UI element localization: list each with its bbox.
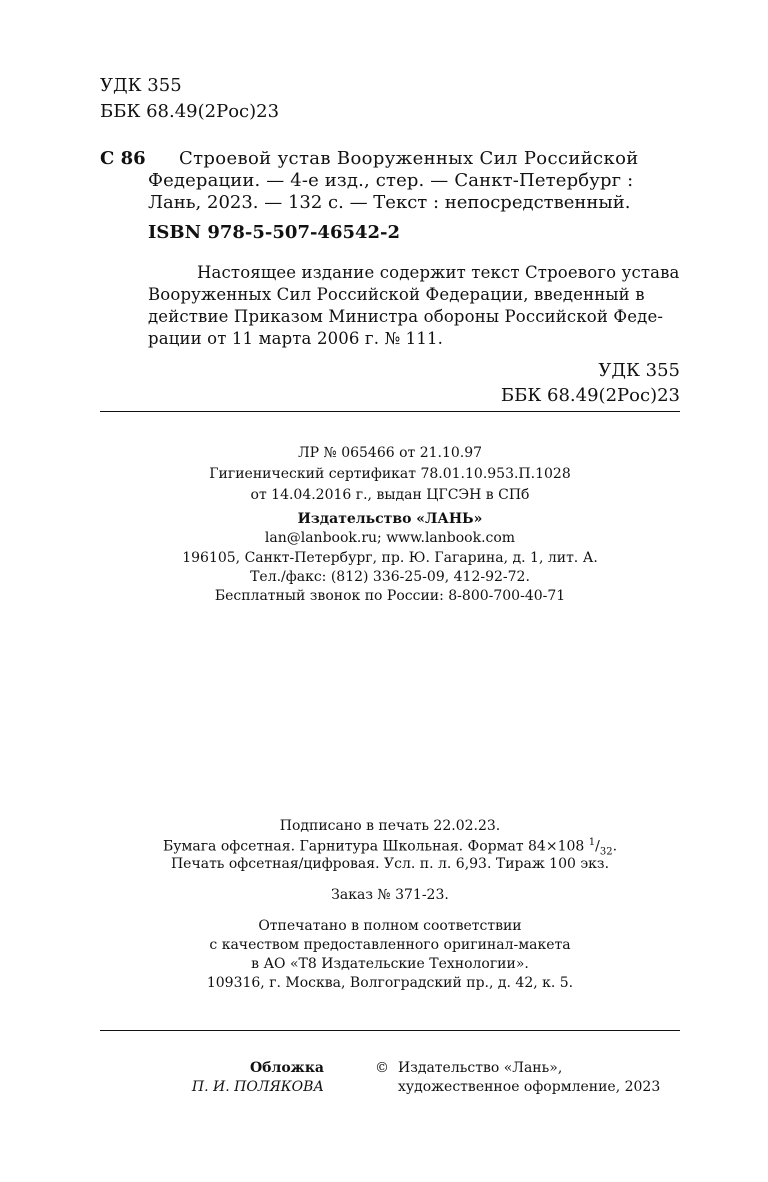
publisher-name: Издательство «ЛАНЬ» [297,511,483,527]
cover-label: Обложка [249,1060,324,1076]
print-order: Заказ № 371-23. [331,887,449,903]
print-signed: Подписано в печать 22.02.23. [279,818,501,834]
imprint-page [100,0,680,1182]
catalog-title-line-3: Лань, 2023. — 132 с. — Текст : непосредственный. [148,192,631,213]
copyright-line-1: Издательство «Лань», [398,1060,563,1076]
bbk-code-right: ББК 68.49(2Рос)23 [500,385,680,406]
publisher-contacts: lan@lanbook.ru; www.lanbook.com [264,530,516,546]
udk-code-top: УДК 355 [100,75,182,96]
copyright-line-2: художественное оформление, 2023 [398,1079,661,1095]
publisher-phone: Тел./факс: (812) 336-25-09, 412-92-72. [250,569,530,585]
printer-line-4: 109316, г. Москва, Волгоградский пр., д. 42, к. 5. [206,975,574,991]
catalog-code: С 86 [100,148,146,169]
publisher-hotline: Бесплатный звонок по России: 8-800-700-40-71 [214,588,566,604]
divider-top [100,411,680,412]
license-line-2: Гигиенический сертификат 78.01.10.953.П.1028 [209,466,571,482]
catalog-title-line-1: Строевой устав Вооруженных Сил Российской [179,148,639,169]
copyright-symbol: © [375,1060,389,1076]
annotation-line-1: Настоящее издание содержит текст Строевого устава [197,263,680,282]
catalog-title-line-2: Федерации. — 4-е изд., стер. — Санкт-Петербург : [148,170,634,191]
isbn: ISBN 978-5-507-46542-2 [148,222,401,243]
udk-code-right: УДК 355 [598,360,680,381]
annotation-line-3: действие Приказом Министра обороны Российской Феде- [148,307,664,326]
printer-line-3: в АО «Т8 Издательские Технологии». [251,956,529,972]
annotation-line-2: Вооруженных Сил Российской Федерации, введенный в [148,285,645,304]
printer-line-2: с качеством предоставленного оригинал-макета [209,937,571,953]
bbk-code-top: ББК 68.49(2Рос)23 [100,101,280,122]
print-method: Печать офсетная/цифровая. Усл. п. л. 6,93. Тираж 100 экз. [170,856,610,872]
cover-author: П. И. ПОЛЯКОВА [191,1079,324,1095]
printer-line-1: Отпечатано в полном соответствии [258,918,522,934]
license-line-3: от 14.04.2016 г., выдан ЦГСЭН в СПб [250,487,530,503]
license-line-1: ЛР № 065466 от 21.10.97 [297,445,483,461]
print-paper: Бумага офсетная. Гарнитура Школьная. Формат 84×108 $^1/_{32}$. [162,837,618,858]
annotation-line-4: рации от 11 марта 2006 г. № 111. [148,329,444,348]
divider-bottom [100,1030,680,1031]
publisher-address: 196105, Санкт-Петербург, пр. Ю. Гагарина, д. 1, лит. А. [182,550,598,566]
